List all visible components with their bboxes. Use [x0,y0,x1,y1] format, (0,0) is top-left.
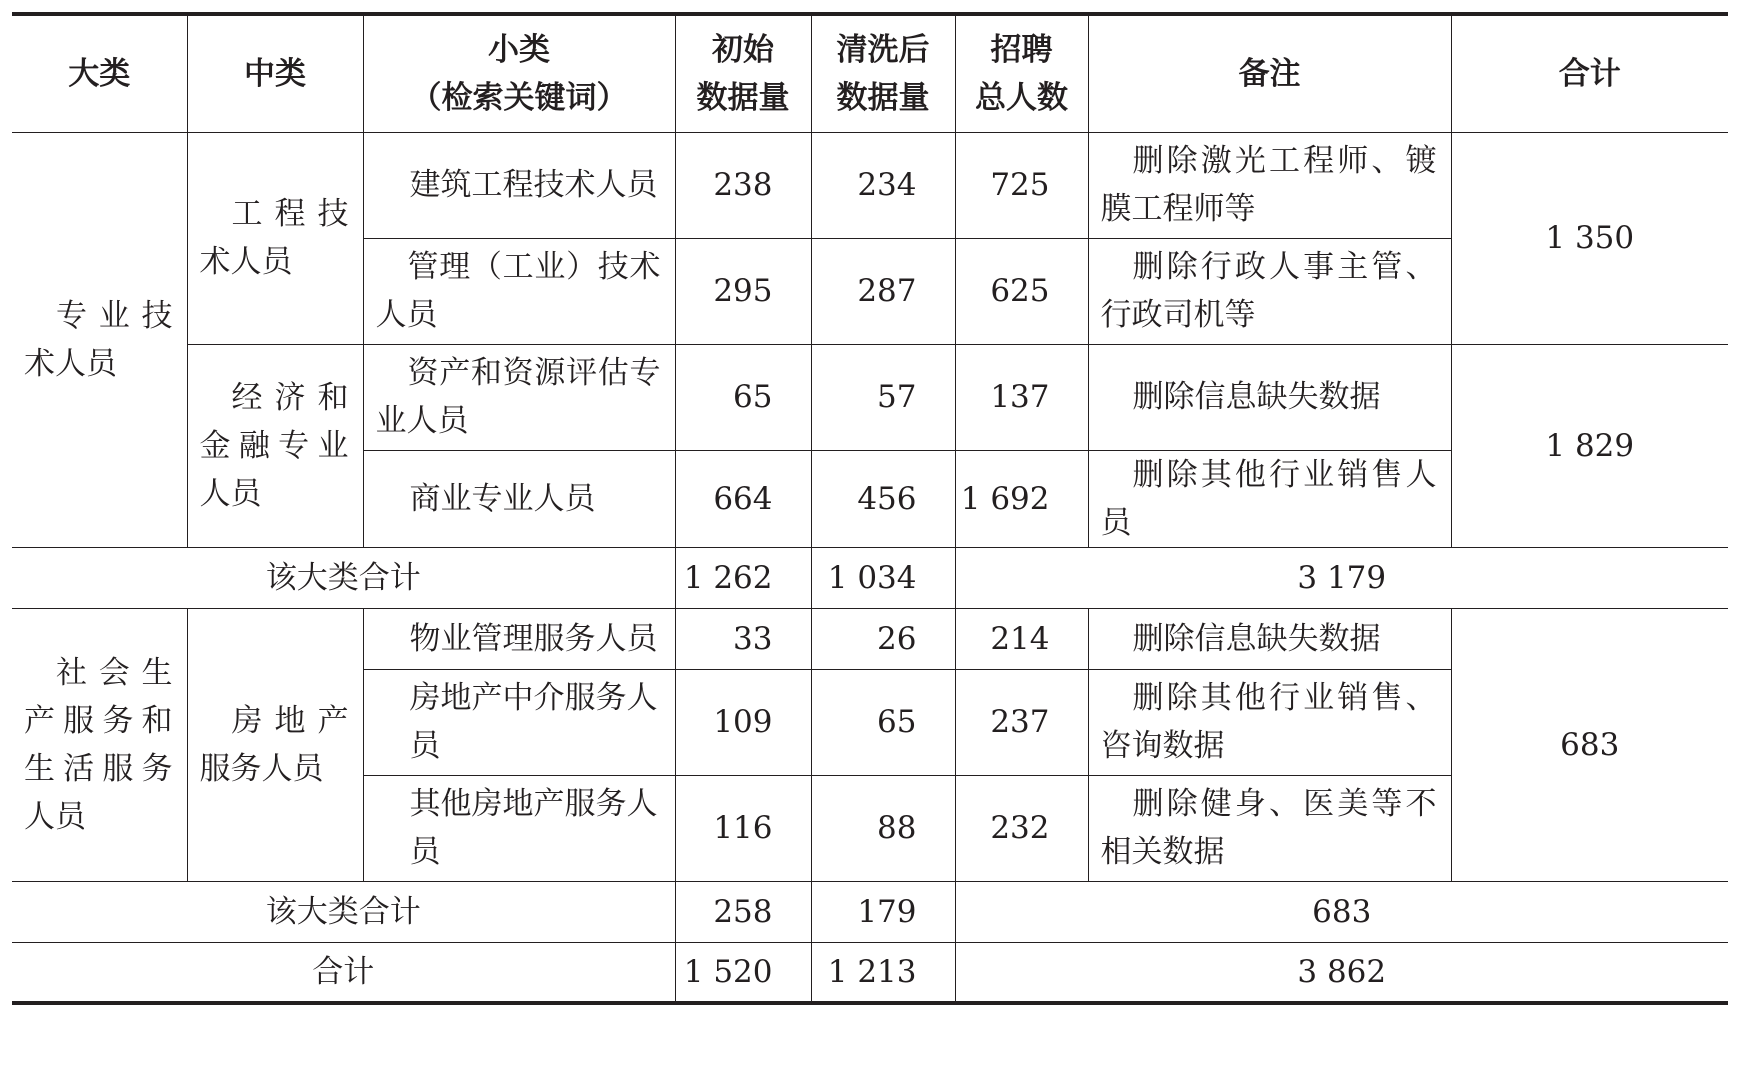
header-initial-line2: 数据量 [696,79,790,116]
header-recruit [955,14,1088,132]
minor-category: 建筑工程技术人员 [363,132,675,238]
header-recruit-line2: 总人数 [975,79,1068,116]
subtotal-label: 该大类合计 [12,547,675,608]
grand-total-initial: 1 520 [675,942,811,1003]
initial-count: 116 [675,775,811,881]
mid-total: 1 829 [1451,344,1728,547]
initial-count: 295 [675,238,811,344]
initial-count: 109 [675,669,811,775]
header-cleaned-line2: 数据量 [836,79,930,116]
recruit-count: 232 [955,775,1088,881]
initial-count: 65 [675,344,811,450]
header-minor [363,14,675,132]
header-initial [675,14,811,132]
recruitment-data-table [12,12,1728,1005]
header-initial-line1: 初始 [712,31,774,68]
minor-category: 其他房地产服务人员 [363,775,675,881]
cleaned-count: 57 [811,344,955,450]
grand-total-row [12,942,1728,1003]
subtotal-cleaned: 179 [811,881,955,942]
recruit-count: 237 [955,669,1088,775]
header-notes: 备注 [1088,14,1451,132]
subtotal-row [12,881,1728,942]
minor-category: 房地产中介服务人员 [363,669,675,775]
note: 删除信息缺失数据 [1088,608,1451,669]
recruit-count: 625 [955,238,1088,344]
recruit-count: 214 [955,608,1088,669]
note: 删除行政人事主管、行政司机等 [1088,238,1451,344]
header-major: 大类 [12,14,187,132]
note: 删除信息缺失数据 [1088,344,1451,450]
subtotal-initial: 1 262 [675,547,811,608]
major-category: 专业技术人员 [12,132,187,547]
recruit-count: 1 692 [955,450,1088,547]
cleaned-count: 26 [811,608,955,669]
subtotal-recruit: 3 179 [955,547,1728,608]
minor-category: 物业管理服务人员 [363,608,675,669]
header-cleaned-line1: 清洗后 [836,31,930,68]
mid-category: 经济和金融专业人员 [187,344,363,547]
minor-category: 管理（工业）技术人员 [363,238,675,344]
note: 删除其他行业销售、咨询数据 [1088,669,1451,775]
subtotal-label: 该大类合计 [12,881,675,942]
grand-total-cleaned: 1 213 [811,942,955,1003]
subtotal-initial: 258 [675,881,811,942]
subtotal-recruit: 683 [955,881,1728,942]
mid-total: 1 350 [1451,132,1728,344]
minor-category: 资产和资源评估专业人员 [363,344,675,450]
table-row [12,344,1728,450]
cleaned-count: 88 [811,775,955,881]
recruit-count: 725 [955,132,1088,238]
cleaned-count: 456 [811,450,955,547]
subtotal-row [12,547,1728,608]
header-minor-line1: 小类 [488,31,550,68]
header-total: 合计 [1451,14,1728,132]
cleaned-count: 234 [811,132,955,238]
mid-total: 683 [1451,608,1728,881]
note: 删除健身、医美等不相关数据 [1088,775,1451,881]
initial-count: 238 [675,132,811,238]
header-recruit-line1: 招聘 [990,31,1053,68]
note: 删除激光工程师、镀膜工程师等 [1088,132,1451,238]
recruit-count: 137 [955,344,1088,450]
cleaned-count: 287 [811,238,955,344]
initial-count: 664 [675,450,811,547]
header-mid: 中类 [187,14,363,132]
major-category: 社会生产服务和生活服务人员 [12,608,187,881]
header-cleaned [811,14,955,132]
mid-category: 房地产服务人员 [187,608,363,881]
table-row [12,132,1728,238]
table-row [12,608,1728,669]
note: 删除其他行业销售人员 [1088,450,1451,547]
minor-category: 商业专业人员 [363,450,675,547]
header-row [12,14,1728,132]
grand-total-recruit: 3 862 [955,942,1728,1003]
grand-total-label: 合计 [12,942,675,1003]
mid-category: 工程技术人员 [187,132,363,344]
subtotal-cleaned: 1 034 [811,547,955,608]
header-minor-line2: （检索关键词） [410,79,628,116]
initial-count: 33 [675,608,811,669]
cleaned-count: 65 [811,669,955,775]
